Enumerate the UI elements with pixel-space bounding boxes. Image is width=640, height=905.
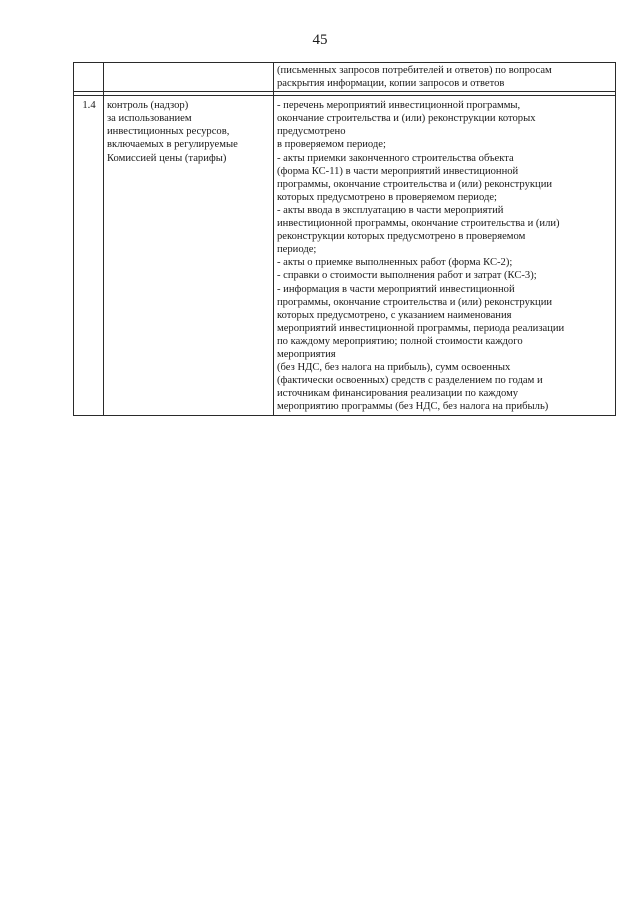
page-number: 45 [312,32,328,48]
doc-line: окончание строительства и (или) реконструкции которых [277,113,536,125]
doc-line: которых предусмотрено в проверяемом периоде; [277,191,498,203]
doc-line: по каждому мероприятию; полной стоимости каждого [277,335,523,347]
subject-cell [104,96,274,416]
subject-line: включаемых в регулируемые [107,139,238,151]
doc-line: которых предусмотрено, с указанием наименования [277,309,512,321]
doc-line: мероприятий инвестиционной программы, периода реализации [277,322,565,334]
subject-line: контроль (надзор) [107,100,189,112]
doc-line: - акты приемки законченного строительства объекта [277,152,514,164]
doc-line: предусмотрено [277,126,346,138]
doc-line: - перечень мероприятий инвестиционной программы, [277,100,521,112]
doc-line: (без НДС, без налога на прибыль), сумм освоенных [277,362,511,374]
subject-line: за использованием [107,113,192,125]
doc-line: в проверяемом периоде; [277,139,386,151]
doc-line: - справки о стоимости выполнения работ и затрат (КС-3); [277,270,537,282]
doc-line: программы, окончание строительства и (или) реконструкции [277,296,553,308]
doc-line: источникам финансирования реализации по каждому [277,388,519,400]
doc-line: реконструкции которых предусмотрено в проверяемом [277,231,526,243]
table-row-1-4 [74,96,616,416]
doc-line: - акты о приемке выполненных работ (форма КС-2); [277,257,513,269]
documents-cell [274,96,616,416]
doc-line: (письменных запросов потребителей и ответов) по вопросам [277,65,552,76]
documents-cell [274,63,616,92]
doc-line: (фактически освоенных) средств с разделением по годам и [277,375,543,387]
doc-line: периоде; [277,244,317,256]
table-row-continuation [74,63,616,92]
subject-line: инвестиционных ресурсов, [107,126,230,138]
doc-line: мероприятию программы (без НДС, без налога на прибыль) [277,401,549,413]
doc-line: (форма КС-11) в части мероприятий инвестиционной [277,165,519,177]
doc-line: раскрытия информации, копии запросов и ответов [277,78,505,90]
subject-cell [104,63,274,92]
row-number-cell: 1.4 [74,96,104,416]
subject-line: Комиссией цены (тарифы) [107,152,227,164]
row-number-cell [74,63,104,92]
document-table [73,62,616,416]
doc-line: программы, окончание строительства и (или) реконструкции [277,178,553,190]
doc-line: мероприятия [277,348,336,360]
doc-line: - информация в части мероприятий инвестиционной [277,283,515,295]
doc-line: - акты ввода в эксплуатацию в части мероприятий [277,204,504,216]
doc-line: инвестиционной программы, окончание строительства и (или) [277,218,560,230]
